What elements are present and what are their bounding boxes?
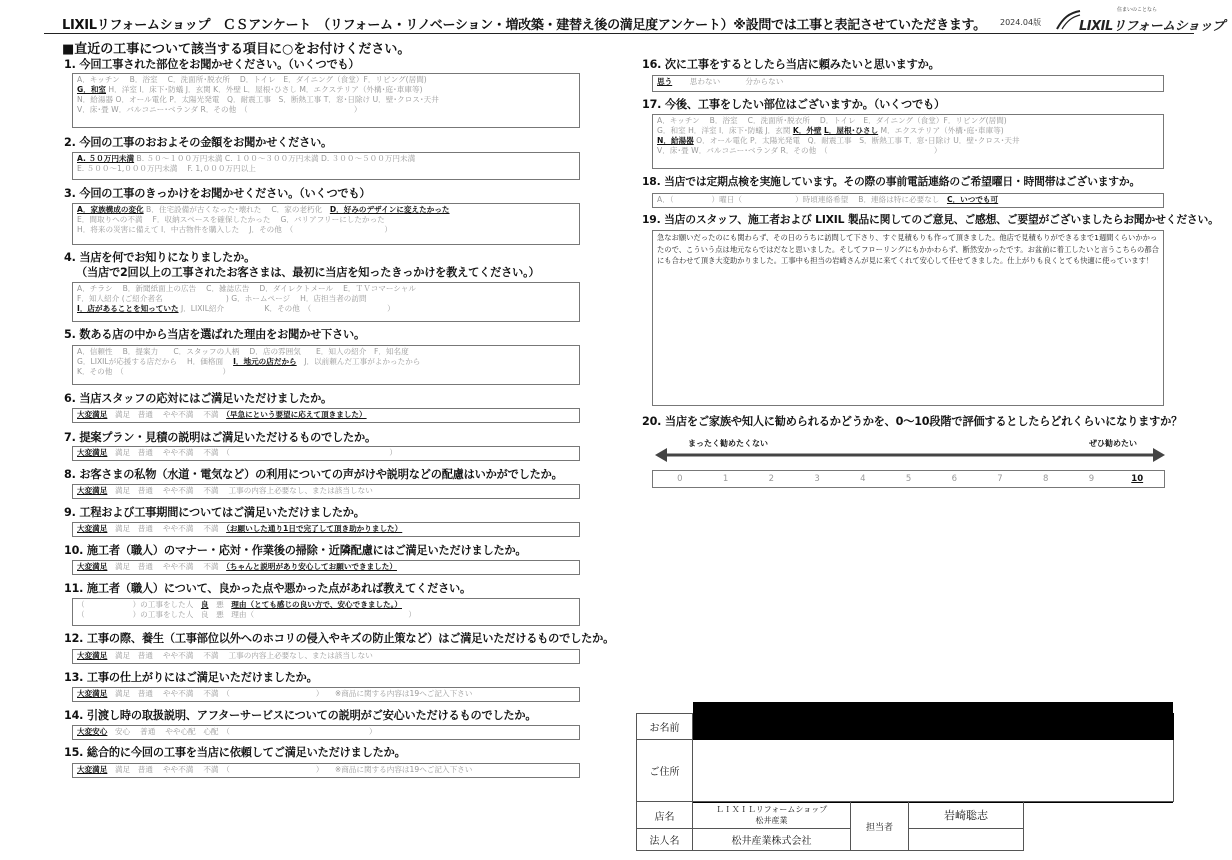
q17-option-line bbox=[657, 126, 1159, 136]
q10-selected-option: （ちゃんと説明があり安心してお願いできました） bbox=[226, 562, 397, 571]
q15-options bbox=[72, 763, 580, 778]
q1-option-line bbox=[77, 85, 575, 95]
q14-label: 14. 引渡し時の取扱説明、アフターサービスについての説明がご安心いただけるものでしたか。 bbox=[64, 709, 537, 722]
q20-label: 20. 当店をご家族や知人に勧められるかどうかを、0～10段階で評価するとしたらどれくらいになりますか？ bbox=[642, 415, 1183, 428]
q15-option-text: 満足 普通 やや不満 不満 （ ） ※商品に関する内容は19へご記入下さい bbox=[107, 765, 473, 774]
q18-option-line bbox=[657, 195, 1159, 205]
q16-options bbox=[652, 75, 1164, 92]
q14-option-text: 安心 普通 やや心配 心配 （ ） bbox=[107, 727, 377, 736]
q5-option-text: K．その他 （ ） bbox=[77, 367, 231, 376]
q20-scale bbox=[652, 470, 1165, 488]
q5-option-line bbox=[77, 347, 575, 357]
q14-options bbox=[72, 725, 580, 740]
q10-option-text: 満足 普通 やや不満 不満 bbox=[107, 562, 227, 571]
q7-label: 7. 提案プラン・見積の説明はご満足いただけるものでしたか。 bbox=[64, 431, 376, 444]
q8-option-line bbox=[77, 486, 575, 496]
q4-option-line bbox=[77, 294, 575, 304]
q17-option-text: A．キッチン B．浴室 C．洗面所･脱衣所 D．トイレ E．ダイニング（食堂）F．リビング(居間) bbox=[657, 116, 1007, 125]
q2-option-line bbox=[77, 154, 575, 164]
q4-option-text: J．LIXIL紹介 K．その他 （ ） bbox=[178, 304, 395, 313]
q10-options bbox=[72, 560, 580, 575]
q11-option-text: （ ）の工事をした人 良 悪 理由（ ） bbox=[77, 610, 416, 619]
q19-comment-text: 急なお願いだったのにも関わらず、その日のうちに訪問して下さり、すぐ見積もりも作って頂きました。他店で見積もりができるまで1週間くらいかかったので、こういう点は地元ならではだなと思いました。そしてフローリングにもかかわらず、断然安かったです。お盆前に着工したいと言うこちらの都合にも合わせて頂き大変助かりました。工事中も担当の岩崎さんが見に来てくれて安心して任せてきました。仕上がりも良くとても快適に使っています！ bbox=[657, 233, 1159, 265]
q5-option-text: G．LIXILが応援する店だから H．価格面 bbox=[77, 357, 234, 366]
q3-label: 3. 今回の工事のきっかけをお聞かせください。（いくつでも） bbox=[64, 187, 371, 200]
store-value-line2: 松井産業 bbox=[755, 816, 788, 825]
q12-options bbox=[72, 649, 580, 664]
q3-option-line bbox=[77, 215, 575, 225]
q20-scale-value: 0 bbox=[677, 474, 683, 484]
q1-option-text: V．床･畳 W．バルコニー･ベランダ R．その他 （ ） bbox=[77, 105, 362, 114]
q20-scale-value: 1 bbox=[722, 474, 729, 484]
staff-extra bbox=[909, 829, 1024, 851]
q20-scale-value: 7 bbox=[997, 474, 1003, 484]
q2-options bbox=[72, 152, 580, 180]
q2-option-text: E. ５００～1,０００万円未満 F. 1,０００万円以上 bbox=[77, 164, 256, 173]
logo-tagline: 住まいのことなら bbox=[1117, 7, 1158, 13]
q17-option-line bbox=[657, 136, 1159, 146]
q20-scale-value: 10 bbox=[1131, 474, 1144, 484]
q3-option-line bbox=[77, 225, 575, 235]
q20-scale-value: 9 bbox=[1088, 474, 1095, 484]
q12-option-text: 満足 普通 やや不満 不満 工事の内容上必要なし、または該当しない bbox=[107, 651, 373, 660]
q2-label: 2. 今回の工事のおおよその金額をお聞かせください。 bbox=[64, 136, 333, 149]
q17-option-text: V．床･畳 W．バルコニー･ベランダ R．その他 （ ） bbox=[657, 146, 942, 155]
staff-value: 岩崎聡志 bbox=[909, 802, 1024, 829]
q15-label: 15. 総合的に今回の工事を当店に依頼してご満足いただけましたか。 bbox=[64, 746, 406, 759]
q11-option-line bbox=[77, 600, 575, 610]
q17-selected-option: L．屋根･ひさし bbox=[823, 126, 879, 135]
q7-options bbox=[72, 446, 580, 461]
q8-selected-option: 大変満足 bbox=[77, 486, 108, 495]
q20-scale-value: 4 bbox=[860, 474, 866, 484]
q15-option-line bbox=[77, 765, 575, 775]
lixil-logo bbox=[1055, 6, 1225, 34]
q11-option-line bbox=[77, 610, 575, 620]
q1-option-text: N．給湯器 O．オール電化 P．太陽光発電 Q．耐震工事 S．断熱工事 T．窓･日除け U．壁･クロス･天井 bbox=[77, 95, 439, 104]
q17-options bbox=[652, 114, 1164, 169]
header-rule bbox=[44, 33, 1194, 34]
q4-option-line bbox=[77, 284, 575, 294]
q20-scale-arrow bbox=[655, 447, 1165, 463]
q5-option-line bbox=[77, 367, 575, 377]
q20-scale-value: 2 bbox=[768, 474, 775, 484]
q11-selected-option: 理由（とても感じの良い方で、安心できました。） bbox=[231, 600, 402, 609]
q4-selected-option: I．店があることを知っていた bbox=[77, 304, 179, 313]
q16-option-text: 思わない 分からない bbox=[672, 77, 784, 86]
q17-option-text: G．和室 H．洋室 I．床下･防蟻 J．玄関 bbox=[657, 126, 793, 135]
q1-option-line bbox=[77, 75, 575, 85]
q6-selected-option: 大変満足 bbox=[77, 410, 108, 419]
q3-option-line bbox=[77, 205, 575, 215]
q8-option-text: 満足 普通 やや不満 不満 工事の内容上必要なし、または該当しない bbox=[107, 486, 373, 495]
q14-selected-option: 大変安心 bbox=[77, 727, 108, 736]
q6-selected-option: （早急にという要望に応えて頂きました） bbox=[226, 410, 367, 419]
q1-option-text: A．キッチン B．浴室 C．洗面所･脱衣所 D．トイレ E．ダイニング（食堂）F．リビング(居間) bbox=[77, 75, 427, 84]
corp-label: 法人名 bbox=[637, 829, 693, 851]
q16-label: 16. 次に工事をするとしたら当店に頼みたいと思いますか。 bbox=[642, 58, 940, 71]
q11-label: 11. 施工者（職人）について、良かった点や悪かった点があれば教えてください。 bbox=[64, 582, 472, 595]
q11-options bbox=[72, 598, 580, 626]
q18-options bbox=[652, 193, 1164, 208]
q7-option-line bbox=[77, 448, 575, 458]
q17-option-line bbox=[657, 116, 1159, 126]
q1-option-line bbox=[77, 95, 575, 105]
name-field bbox=[693, 714, 1174, 740]
q12-selected-option: 大変満足 bbox=[77, 651, 108, 660]
q9-label: 9. 工程および工事期間についてはご満足いただけましたか。 bbox=[64, 506, 365, 519]
q18-option-text: A．（ ）曜日（ ）時頃連絡希望 B．連絡は特に必要なし bbox=[657, 195, 947, 204]
q7-selected-option: 大変満足 bbox=[77, 448, 108, 457]
q6-options bbox=[72, 408, 580, 423]
q15-selected-option: 大変満足 bbox=[77, 765, 108, 774]
q4-options bbox=[72, 282, 580, 322]
q1-option-line bbox=[77, 105, 575, 115]
q6-label: 6. 当店スタッフの応対にはご満足いただけましたか。 bbox=[64, 392, 333, 405]
q5-selected-option: I．地元の店だから bbox=[233, 357, 297, 366]
q17-selected-option: K．外壁 bbox=[792, 126, 822, 135]
address-label: ご住所 bbox=[637, 740, 693, 802]
q9-options bbox=[72, 522, 580, 537]
q3-options bbox=[72, 203, 580, 245]
logo-text: LIXILリフォームショップ bbox=[1079, 19, 1225, 34]
q20-low-label: まったく勧めたくない bbox=[688, 439, 768, 448]
q5-option-line bbox=[77, 357, 575, 367]
name-label: お名前 bbox=[637, 714, 693, 740]
q16-option-line bbox=[657, 77, 1159, 87]
q13-option-text: 満足 普通 やや不満 不満 （ ） ※商品に関する内容は19へご記入下さい bbox=[107, 689, 473, 698]
q17-label: 17. 今後、工事をしたい部位はございますか。（いくつでも） bbox=[642, 98, 945, 111]
customer-info-table bbox=[636, 713, 1174, 851]
q4-option-line bbox=[77, 304, 575, 314]
q10-option-line bbox=[77, 562, 575, 572]
q3-selected-option: A．家族構成の変化 bbox=[77, 205, 144, 214]
q20-scale-value: 6 bbox=[951, 474, 957, 484]
q4-label: 4. 当店を何でお知りになりましたか。 bbox=[64, 251, 256, 264]
q7-option-text: 満足 普通 やや不満 不満 （ ） bbox=[107, 448, 397, 457]
q11-selected-option: 良 bbox=[200, 600, 209, 609]
q13-options bbox=[72, 687, 580, 702]
q14-option-line bbox=[77, 727, 575, 737]
q5-option-text: A．信頼性 B．提案力 C．スタッフの人柄 D．店の雰囲気 E．知人の紹介 F．知名度 bbox=[77, 347, 409, 356]
q19-label: 19. 当店のスタッフ、施工者および LIXIL 製品に関してのご意見、ご感想、ご要望がございましたらお聞かせください。 bbox=[642, 213, 1219, 226]
store-value-line1: ＬＩＸＩＬリフォームショップ bbox=[715, 805, 828, 814]
q6-option-line bbox=[77, 410, 575, 420]
survey-title: LIXILリフォームショップ ＣＳアンケート （リフォーム・リノベーション・増改築・建替え後の満足度アンケート）※設問では工事と表記させていただきます。 bbox=[62, 18, 986, 33]
q4-sublabel: （当店で2回以上の工事されたお客さまは、最初に当店を知ったきっかけを教えてください。） bbox=[76, 266, 540, 279]
q9-selected-option: 大変満足 bbox=[77, 524, 108, 533]
q20-scale-value: 3 bbox=[814, 474, 820, 484]
q13-label: 13. 工事の仕上がりにはご満足いただけましたか。 bbox=[64, 671, 318, 684]
q6-option-text: 満足 普通 やや不満 不満 bbox=[107, 410, 227, 419]
q4-option-text: F．知人紹介 (ご紹介者名 ) G．ホームページ H．店担当者の訪問 bbox=[77, 294, 367, 303]
q1-options bbox=[72, 73, 580, 128]
q2-selected-option: A. ５０万円未満 bbox=[77, 154, 135, 163]
q9-selected-option: （お願いした通り1日で完了して頂き助かりました） bbox=[226, 524, 403, 533]
version-date: 2024.04版 bbox=[1000, 18, 1042, 27]
q5-option-text: J．以前頼んだ工事がよかったから bbox=[296, 357, 421, 366]
q17-option-line bbox=[657, 146, 1159, 156]
q3-option-text: B．住宅設備が古くなった･壊れた C．家の老朽化 bbox=[143, 205, 330, 214]
q2-option-text: B. ５０～１００万円未満 C. １００～３００万円未満 D. ３００～５００万円未満 bbox=[134, 154, 416, 163]
q17-option-text: M．エクステリア（外構･庭･車庫等) bbox=[878, 126, 1004, 135]
q18-selected-option: C．いつでも可 bbox=[946, 195, 999, 204]
q1-selected-option: G．和室 bbox=[77, 85, 107, 94]
corp-value: 松井産業株式会社 bbox=[693, 829, 851, 851]
q4-option-text: A．チラシ B．新聞紙面上の広告 C．雑誌広告 D．ダイレクトメール E．ＴＶコマーシャル bbox=[77, 284, 416, 293]
q20-high-label: ぜひ勧めたい bbox=[1089, 439, 1137, 448]
store-value bbox=[693, 802, 851, 829]
q17-selected-option: N．給湯器 bbox=[657, 136, 694, 145]
logo-swoosh-icon bbox=[1055, 10, 1081, 30]
q20-scale-value: 5 bbox=[905, 474, 912, 484]
q13-selected-option: 大変満足 bbox=[77, 689, 108, 698]
q3-option-text: H．将来の災害に備えて I．中古物件を購入した J．その他 （ ） bbox=[77, 225, 392, 234]
q5-label: 5. 数ある店の中から当店を選ばれた理由をお聞かせ下さい。 bbox=[64, 328, 366, 341]
q16-selected-option: 思う bbox=[657, 77, 673, 86]
q9-option-text: 満足 普通 やや不満 不満 bbox=[107, 524, 227, 533]
q12-label: 12. 工事の際、養生（工事部位以外へのホコリの侵入やキズの防止策など）はご満足いただけるものでしたか。 bbox=[64, 632, 615, 645]
q3-option-text: E．間取りへの不満 F．収納スペースを確保したかった G．バリアフリーにしたかった bbox=[77, 215, 385, 224]
q17-option-text: O．オール電化 P．太陽光発電 Q．耐震工事 S．断熱工事 T．窓･日除け U．壁･クロス･天井 bbox=[693, 136, 1020, 145]
q10-selected-option: 大変満足 bbox=[77, 562, 108, 571]
staff-label: 担当者 bbox=[851, 802, 909, 851]
q8-options bbox=[72, 484, 580, 499]
q2-option-line bbox=[77, 164, 575, 174]
q1-option-text: H．洋室 I．床下･防蟻 J．玄関 K．外壁 L．屋根･ひさし M．エクステリア（外構･庭･車庫等) bbox=[106, 85, 423, 94]
q8-label: 8. お客さまの私物（水道・電気など）の利用についての声がけや説明などの配慮はいかがでしたか。 bbox=[64, 468, 563, 481]
q11-option-text: 悪 bbox=[208, 600, 232, 609]
q10-label: 10. 施工者（職人）のマナー・応対・作業後の掃除・近隣配慮にはご満足いただけましたか。 bbox=[64, 544, 527, 557]
q12-option-line bbox=[77, 651, 575, 661]
section-title: ■直近の工事について該当する項目に○をお付けください。 bbox=[62, 42, 411, 57]
q11-option-text: （ ）の工事をした人 bbox=[77, 600, 201, 609]
q20-scale-value: 8 bbox=[1043, 474, 1049, 484]
q13-option-line bbox=[77, 689, 575, 699]
q1-label: 1. 今回工事された部位をお聞かせください。（いくつでも） bbox=[64, 58, 360, 71]
address-field bbox=[693, 740, 1174, 802]
store-label: 店名 bbox=[637, 802, 693, 829]
q18-label: 18. 当店では定期点検を実施しています。その際の事前電話連絡のご希望曜日・時間帯はございますか。 bbox=[642, 175, 1141, 188]
q9-option-line bbox=[77, 524, 575, 534]
q19-comment-box bbox=[652, 230, 1164, 406]
q3-selected-option: D．好みのデザインに変えたかった bbox=[329, 205, 450, 214]
q5-options bbox=[72, 345, 580, 385]
